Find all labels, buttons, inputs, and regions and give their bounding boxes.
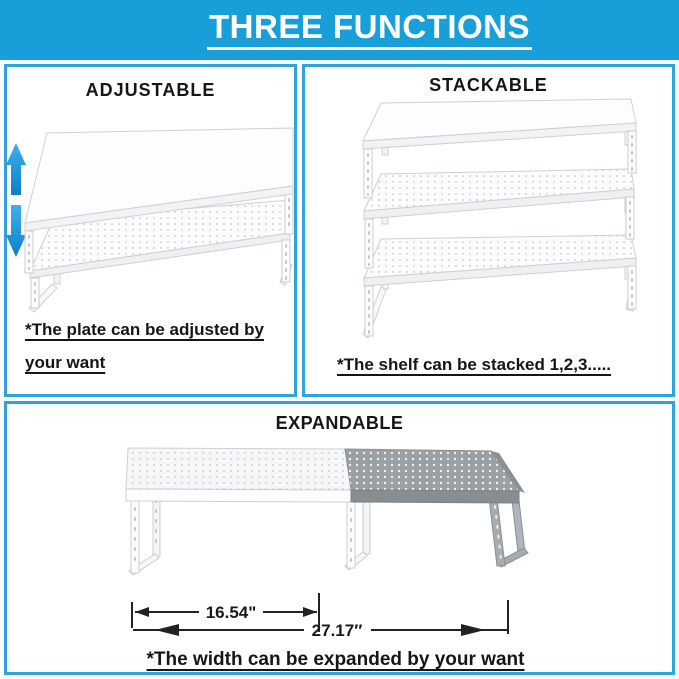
dimension-lines [7,590,672,652]
adjust-up-arrow-icon [6,143,26,195]
header-banner [0,0,679,60]
panel-stackable [302,64,675,397]
dim-label-outer: 27.17″ [311,621,363,640]
stackable-shelf-illustration [313,95,668,357]
panel-adjustable [4,64,297,397]
panel-expandable [4,401,675,675]
dim-label-inner: 16.54" [205,603,257,622]
adjust-down-arrow-icon [6,205,26,257]
page-title: THREE FUNCTIONS [207,10,532,51]
adjustable-caption-line1: *The plate can be adjusted by [25,320,265,339]
panel-adjustable-title: ADJUSTABLE [85,80,216,100]
adjustable-shelf-illustration [4,107,297,319]
adjustable-caption-line2: your want [25,353,106,372]
expandable-shelf-illustration [95,432,575,592]
panel-stackable-title: STACKABLE [429,75,548,95]
adjustable-caption [25,313,287,379]
stackable-caption: *The shelf can be stacked 1,2,3..... [337,355,612,374]
panel-expandable-title: EXPANDABLE [275,413,404,433]
expandable-caption: *The width can be expanded by your want [146,649,525,670]
